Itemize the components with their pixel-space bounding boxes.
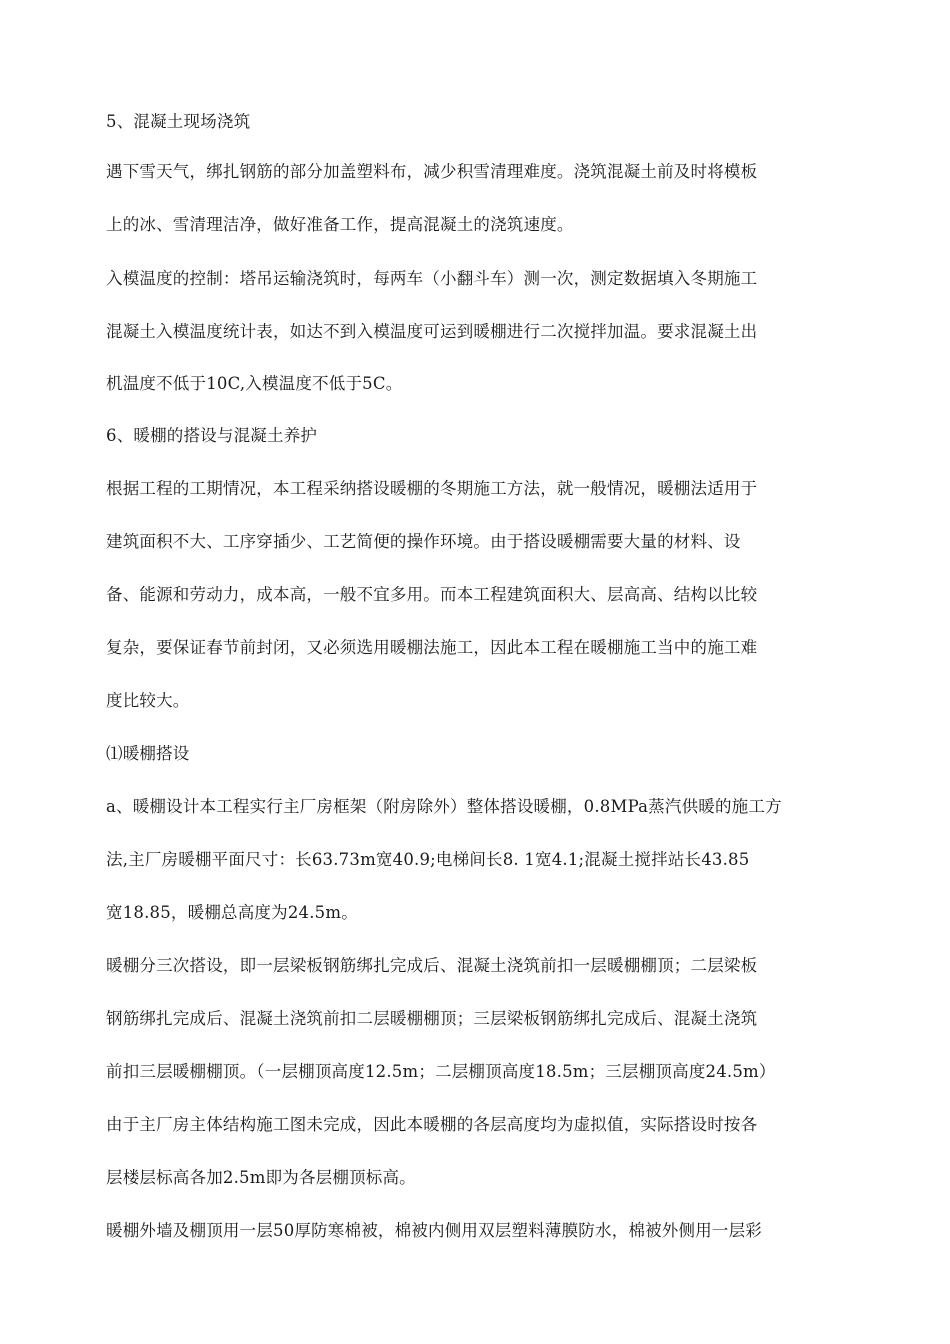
paragraph-line: 遇下雪天气，绑扎钢筋的部分加盖塑料布，减少积雪清理难度。浇筑混凝土前及时将模板: [106, 162, 758, 181]
paragraph-line: 前扣三层暖棚棚顶。（一层棚顶高度12.5m；二层棚顶高度18.5m；三层棚顶高度24.5m）: [106, 1062, 776, 1081]
paragraph-line: 度比较大。: [106, 691, 190, 710]
paragraph-line: 上的冰、雪清理洁净，做好准备工作，提高混凝土的浇筑速度。: [106, 215, 574, 234]
paragraph-line: a、暖棚设计本工程实行主厂房框架（附房除外）整体搭设暖棚，0.8MPa蒸汽供暖的施工方: [106, 797, 782, 816]
paragraph-line: 入模温度的控制：塔吊运输浇筑时，每两车（小翻斗车）测一次，测定数据填入冬期施工: [106, 269, 758, 288]
paragraph-line: 法,主厂房暖棚平面尺寸：长63.73m宽40.9;电梯间长8. 1宽4.1;混凝土搅拌站长43.85: [106, 850, 750, 869]
paragraph-line: 暖棚外墙及棚顶用一层50厚防寒棉被，棉被内侧用双层塑料薄膜防水，棉被外侧用一层彩: [106, 1221, 762, 1240]
paragraph-line: 混凝土入模温度统计表，如达不到入模温度可运到暖棚进行二次搅拌加温。要求混凝土出: [106, 322, 758, 341]
paragraph-line: 建筑面积不大、工序穿插少、工艺简便的操作环境。由于搭设暖棚需要大量的材料、设: [106, 532, 741, 551]
paragraph-line: 由于主厂房主体结构施工图未完成，因此本暖棚的各层高度均为虚拟值，实际搭设时按各: [106, 1115, 758, 1134]
paragraph-line: 备、能源和劳动力，成本高，一般不宜多用。而本工程建筑面积大、层高高、结构以比较: [106, 585, 758, 604]
section-heading-6: 6、暖棚的搭设与混凝土养护: [106, 426, 318, 445]
paragraph-line: 机温度不低于10C,入模温度不低于5C。: [106, 374, 403, 393]
section-heading-5: 5、混凝土现场浇筑: [106, 112, 251, 131]
paragraph-line: 复杂，要保证春节前封闭，又必须选用暖棚法施工，因此本工程在暖棚施工当中的施工难: [106, 638, 758, 657]
paragraph-line: 钢筋绑扎完成后、混凝土浇筑前扣二层暖棚棚顶；三层梁板钢筋绑扎完成后、混凝土浇筑: [106, 1009, 758, 1028]
paragraph-line: 宽18.85，暖棚总高度为24.5m。: [106, 903, 358, 922]
paragraph-line: 层楼层标高各加2.5m即为各层棚顶标高。: [106, 1168, 416, 1187]
paragraph-line: 根据工程的工期情况，本工程采纳搭设暖棚的冬期施工方法，就一般情况，暖棚法适用于: [106, 479, 758, 498]
paragraph-line: 暖棚分三次搭设，即一层梁板钢筋绑扎完成后、混凝土浇筑前扣一层暖棚棚顶；二层梁板: [106, 956, 758, 975]
subsection-heading: ⑴暖棚搭设: [106, 744, 190, 763]
